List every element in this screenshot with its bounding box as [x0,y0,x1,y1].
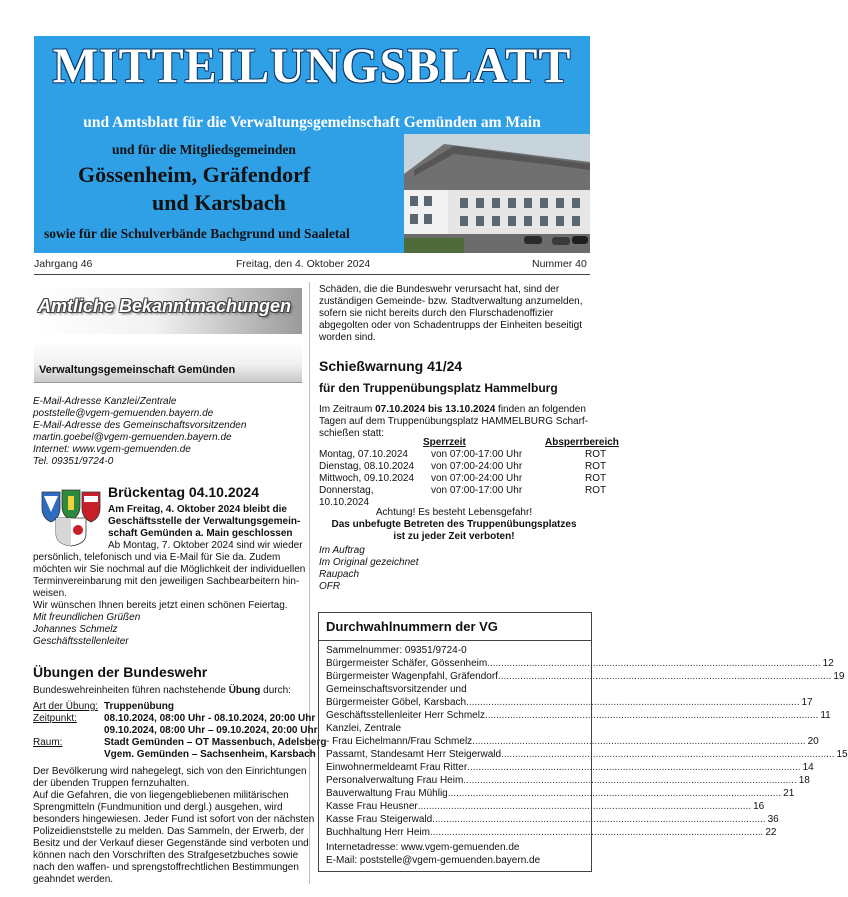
uebungen-body: Polizeidienststelle zu melden. Das Sammeln, der Erwerb, der [33,826,305,837]
extension-label: Passamt, Standesamt Herr Steigerwald [326,749,502,760]
amtliche-title: Amtliche Bekanntmachungen [38,296,292,316]
extension-number: 20 [807,736,819,747]
issue-volume: Jahrgang 46 [34,258,93,270]
extension-number: 12 [822,658,834,669]
schiess-paragraph: schießen statt: [319,428,385,439]
internet-address: Internetadresse: www.vgem-gemuenden.de [326,842,520,853]
warning-text: ist zu jeder Zeit verboten! [393,531,515,542]
column-divider [309,282,310,884]
extension-label: Bürgermeister Göbel, Karsbach [326,697,467,708]
durchwahl-title: Durchwahlnummern der VG [326,619,498,634]
extension-row [326,775,810,787]
dot-leader: ........................................................................................................................ [447,788,782,799]
extension-row [326,658,834,670]
extension-label: Bauverwaltung Frau Mühlig [326,788,448,799]
extension-row [326,788,795,800]
extension-label: - Frau Eichelmann/Frau Schmelz [326,736,473,747]
extension-number: 14 [802,762,814,773]
vg-title: Verwaltungsgemeinschaft Gemünden [39,364,236,376]
extension-number: 36 [767,814,779,825]
brueckentag-body: Terminvereinbarung mit den jeweiligen Sachbearbeitern hin- [33,576,300,587]
schiesswarnung-title: Schießwarnung 41/24 [319,358,463,374]
members-line2: und Karsbach [152,190,286,215]
extension-label: Kasse Frau Steigerwald [326,814,433,825]
uebungen-body: können nach den Vorschriften des Strafgesetzbuches sowie [33,850,299,861]
dot-leader: ........................................................................................................................ [467,762,801,773]
uebungen-body: besonders hingewiesen. Jeder Fund ist sofort von der nächsten [33,814,315,825]
extension-row [326,671,845,683]
dot-leader: ........................................................................................................................ [429,827,764,838]
extension-label: Kanzlei, Zentrale [326,723,402,734]
area-cell: ROT [585,485,607,496]
extension-row [326,801,765,813]
time-cell: von 07:00-17:00 Uhr [431,485,523,496]
dot-leader: ........................................................................................................................ [472,736,806,747]
dot-leader: ........................................................................................................................ [417,801,752,812]
contact-line: E-Mail-Adresse Kanzlei/Zentrale [33,396,177,407]
signature-line: Im Auftrag [319,545,365,556]
table-header-row [317,437,621,449]
extension-row [326,827,777,839]
uebungen-body: Besitz und der Verkauf dieser Gegenstände sind verboten und [33,838,309,849]
extension-number: 19 [833,671,845,682]
masthead-subtitle: und Amtsblatt für die Verwaltungsgemeinschaft Gemünden am Main [83,114,541,131]
brueckentag-bold: Geschäftsstelle der Verwaltungsgemein- [108,516,301,527]
extension-number: 22 [765,827,777,838]
members-line1: Gössenheim, Gräfendorf [78,162,311,187]
dot-leader: ........................................................................................................................ [501,749,835,760]
extension-row [326,684,584,696]
main-number: Sammelnummer: 09351/9724-0 [326,645,467,656]
raum-label: Raum: [33,737,63,748]
signature-line: Raupach [319,569,360,580]
email-address: E-Mail: poststelle@vgem-gemuenden.bayern.de [326,855,541,866]
extension-label: Gemeinschaftsvorsitzender und [326,684,467,695]
time-cell: von 07:00-24:00 Uhr [431,461,523,472]
vg-header-bar [34,342,302,383]
masthead-title: MITTEILUNGSBLATT [52,37,572,93]
masthead-banner [34,36,590,253]
table-row [317,485,621,509]
town-hall-photo [404,134,590,253]
coats-of-arms-icon [40,488,102,546]
sperrzeit-header: Sperrzeit [423,437,466,448]
extension-row [326,814,779,826]
extension-label: Bürgermeister Wagenpfahl, Gräfendorf [326,671,498,682]
brueckentag-bold: schaft Gemünden a. Main geschlossen [108,528,293,539]
schiesswarnung-subtitle: für den Truppenübungsplatz Hammelburg [319,381,558,395]
schiess-paragraph: Tagen auf dem Truppenübungsplatz HAMMELBURG Scharf- [319,416,589,427]
contact-line: Tel. 09351/9724-0 [33,456,114,467]
zeit-label: Zeitpunkt: [33,713,77,724]
table-row [317,461,621,473]
brueckentag-closing: Mit freundlichen Grüßen [33,612,141,623]
brueckentag-closing: Geschäftsstellenleiter [33,636,129,647]
brueckentag-line: Ab Montag, 7. Oktober 2024 sind wir wieder [108,540,303,551]
table-row [317,449,621,461]
bereich-header: Absperrbereich [545,437,619,448]
brueckentag-body: weisen. [33,588,67,599]
art-value: Truppenübung [104,701,174,712]
extension-number: 11 [820,710,831,721]
uebungen-body: Auf die Gefahren, die von liegengebliebenen militärischen [33,790,289,801]
extension-label: Geschäftsstellenleiter Herr Schmelz [326,710,485,721]
area-cell: ROT [585,449,607,460]
uebungen-body: nach den waffen- und sprengstoffrechtlichen Bestimmungen [33,862,299,873]
extension-number: 18 [798,775,810,786]
extension-row [326,762,814,774]
brueckentag-closing: Johannes Schmelz [33,624,118,635]
extension-label: Kasse Frau Heusner [326,801,418,812]
signature-line: OFR [319,581,341,592]
brueckentag-body: Wir wünschen Ihnen bereits jetzt einen schönen Feiertag. [33,600,288,611]
extension-row [326,723,584,735]
brueckentag-body: möchten wir Sie nochmal auf die Möglichkeit der individuellen [33,564,306,575]
dot-leader: ........................................................................................................................ [497,671,832,682]
dot-leader: ........................................................................................................................ [484,710,819,721]
extension-label: Buchhaltung Herr Heim [326,827,430,838]
extension-label: Bürgermeister Schäfer, Gössenheim [326,658,488,669]
contact-line: poststelle@vgem-gemuenden.bayern.de [33,408,214,419]
schools-line: sowie für die Schulverbände Bachgrund und Saaletal [44,226,350,241]
signature-line: Im Original gezeichnet [319,557,419,568]
uebungen-body: geahndet werden. [33,874,114,885]
contact-line: Internet: www.vgem-gemuenden.de [33,444,191,455]
header-rule [34,274,590,275]
time-cell: von 07:00-24:00 Uhr [431,473,523,484]
brueckentag-bold: Am Freitag, 4. Oktober 2024 bleibt die [108,504,287,515]
brueckentag-body: persönlich, telefonisch und via E-Mail für Sie da. Zudem [33,552,281,563]
day-cell: Donnerstag, 10.10.2024 [319,485,374,508]
damage-text: abgegolten oder von Schadentrupps der Einheiten beseitigt [319,320,582,331]
damage-text: worden sind. [319,332,376,343]
brueckentag-title: Brückentag 04.10.2024 [108,484,259,500]
day-cell: Mittwoch, 09.10.2024 [319,473,415,484]
contact-line: E-Mail-Adresse des Gemeinschaftsvorsitzenden [33,420,247,431]
issue-number: Nummer 40 [532,258,587,270]
zeit-value: 08.10.2024, 08:00 Uhr - 08.10.2024, 20:00 Uhr [104,713,316,724]
uebungen-body: Sprengmitteln (Fundmunition und dergl.) ausgehen, wird [33,802,283,813]
table-row [317,473,621,485]
issue-date: Freitag, den 4. Oktober 2024 [236,258,371,270]
extension-row [326,710,831,722]
warning-text: Das unbefugte Betreten des Truppenübungsplatzes [331,519,577,530]
extension-number: 15 [836,749,848,760]
zeit-value: 09.10.2024, 08:00 Uhr – 09.10.2024, 20:00 Uhr [104,725,318,736]
area-cell: ROT [585,461,607,472]
extension-number: 16 [753,801,765,812]
uebungen-body: der übenden Truppen fernzuhalten. [33,778,190,789]
damage-text: Schäden, die die Bundeswehr verursacht hat, sind der [319,284,560,295]
schiess-paragraph: Im Zeitraum 07.10.2024 bis 13.10.2024 finden an folgenden [319,404,586,415]
day-cell: Montag, 07.10.2024 [319,449,408,460]
dot-leader: ........................................................................................................................ [487,658,821,669]
raum-value: Vgem. Gemünden – Sachsenheim, Karsbach [104,749,316,760]
sperrzeit-table [317,437,621,509]
dot-leader: ........................................................................................................................ [463,775,797,786]
area-cell: ROT [585,473,607,484]
damage-text: sofern sie nicht bereits durch den Flurschadenoffizier [319,308,554,319]
day-cell: Dienstag, 08.10.2024 [319,461,415,472]
uebungen-title: Übungen der Bundeswehr [33,664,208,680]
contact-line: martin.goebel@vgem-gemuenden.bayern.de [33,432,232,443]
damage-text: zuständigen Gemeinde- bzw. Stadtverwaltung anzumelden, [319,296,583,307]
time-cell: von 07:00-17:00 Uhr [431,449,523,460]
dot-leader: ........................................................................................................................ [466,697,800,708]
raum-value: Stadt Gemünden – OT Massenbuch, Adelsberg [104,737,327,748]
uebungen-intro: Bundeswehreinheiten führen nachstehende Übung durch: [33,685,291,696]
extension-row [326,736,819,748]
dot-leader: ........................................................................................................................ [432,814,766,825]
achtung-text: Achtung! Es besteht Lebensgefahr! [375,507,533,518]
extension-number: 17 [801,697,813,708]
uebungen-body: Der Bevölkerung wird nahegelegt, sich von den Einrichtungen [33,766,307,777]
extension-label: Einwohnermeldeamt Frau Ritter [326,762,468,773]
extension-label: Personalverwaltung Frau Heim [326,775,464,786]
extension-row [326,749,848,761]
members-intro: und für die Mitgliedsgemeinden [112,142,296,157]
durchwahl-rule [318,640,591,641]
extension-number: 21 [783,788,795,799]
art-label: Art der Übung: [33,701,99,712]
extension-row [326,697,813,709]
